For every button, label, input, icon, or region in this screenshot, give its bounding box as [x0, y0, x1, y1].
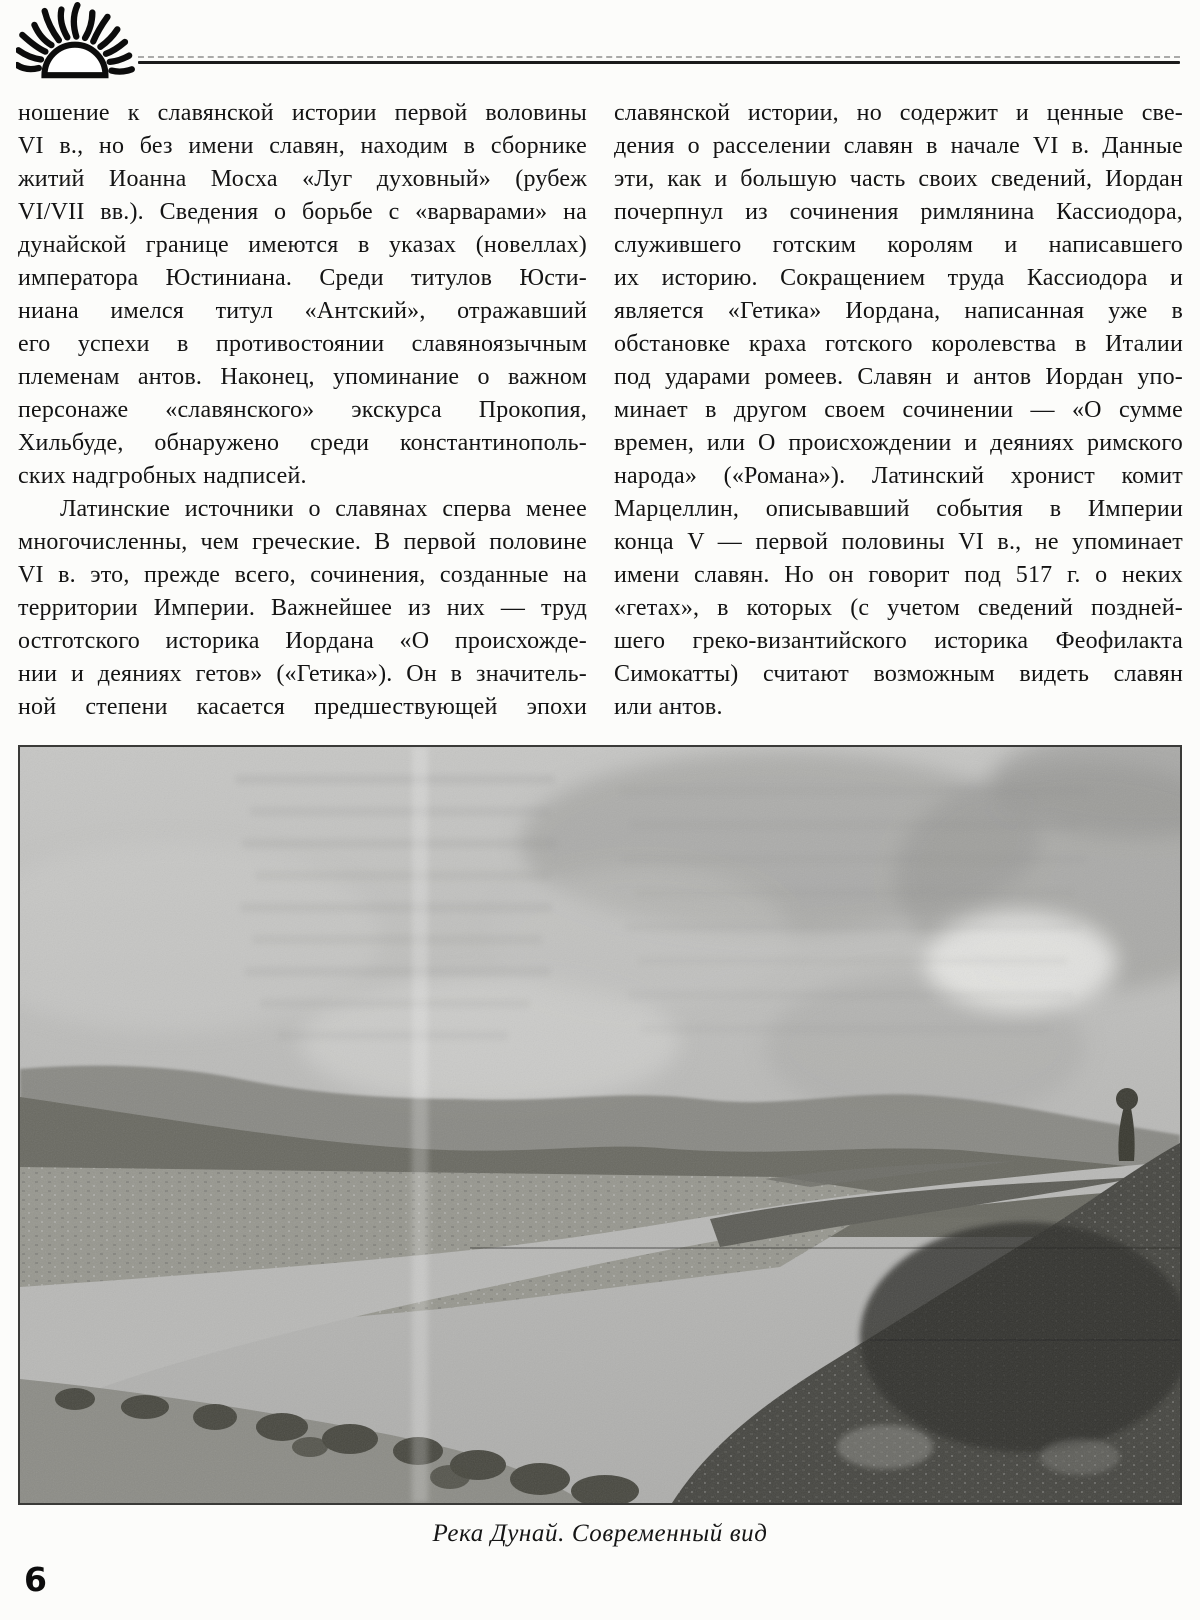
- text-line: почерпнул из сочинения римлянина Кассиодора,: [614, 199, 1183, 225]
- text-line: VI в. это, прежде всего, сочинения, созданные на: [18, 562, 587, 588]
- text-line: его успехи в противостоянии славяноязычным: [18, 331, 587, 357]
- text-line: обстановке краха готского королевства в Италии: [614, 331, 1183, 357]
- text-line: VI/VII вв.). Сведения о борьбе с «варварами» на: [18, 199, 587, 225]
- text-line: Симокатты) считают возможным видеть славян: [614, 661, 1183, 687]
- text-line: или антов.: [614, 694, 723, 720]
- text-columns: [18, 97, 1183, 724]
- text-line: шего греко-византийского историка Феофилакта: [614, 628, 1183, 654]
- text-line: ношение к славянской истории первой воловины: [18, 100, 587, 126]
- text-line: нии и деяниях гетов» («Гетика»). Он в значитель-: [18, 661, 587, 687]
- text-line: ниана имелся титул «Антский», отражавший: [18, 298, 587, 324]
- text-line: под ударами ромеев. Славян и антов Иордан упо-: [614, 364, 1183, 390]
- text-line: народа» («Романа»). Латинский хронист комит: [614, 463, 1183, 489]
- text-line: конца V — первой половины VI в., не упоминает: [614, 529, 1183, 555]
- text-line: житий Иоанна Мосха «Луг духовный» (рубеж: [18, 166, 587, 192]
- text-line: минает в другом своем сочинении — «О сумме: [614, 397, 1183, 423]
- text-line: территории Империи. Важнейшее из них — труд: [18, 595, 587, 621]
- text-line: дения о расселении славян в начале VI в. Данные: [614, 133, 1183, 159]
- text-line: является «Гетика» Иордана, написанная уже в: [614, 298, 1183, 324]
- header-rule: [138, 54, 1180, 66]
- right-column: [614, 97, 1183, 724]
- text-line: времен, или О происхождении и деяниях римского: [614, 430, 1183, 456]
- text-line: Марцеллин, описывавший события в Империи: [614, 496, 1183, 522]
- text-line: имени славян. Но он говорит под 517 г. о неких: [614, 562, 1183, 588]
- photo-caption: Река Дунай. Современный вид: [432, 1520, 768, 1547]
- danube-river-photo: [18, 745, 1182, 1505]
- text-line: эти, как и большую часть своих сведений, Иордан: [614, 166, 1183, 192]
- text-line: их историю. Сокращением труда Кассиодора и: [614, 265, 1183, 291]
- text-line: служившего готским королям и написавшего: [614, 232, 1183, 258]
- text-line: славянской истории, но содержит и ценные све-: [614, 100, 1183, 126]
- sun-logo-icon: [16, 2, 138, 80]
- text-line: Латинские источники о славянах сперва менее: [60, 496, 587, 522]
- text-line: персонаже «славянского» экскурса Прокопия,: [18, 397, 587, 423]
- text-line: дунайской границе имеются в указах (новеллах): [18, 232, 587, 258]
- header-rule-rough-edge: [138, 56, 1180, 58]
- text-line: Хильбуде, обнаружено среди константинополь-: [18, 430, 587, 456]
- text-line: племенам антов. Наконец, упоминание о важном: [18, 364, 587, 390]
- text-line: остготского историка Иордана «О происхожде-: [18, 628, 587, 654]
- page-number: 6: [24, 1560, 47, 1599]
- text-line: VI в., но без имени славян, находим в сборнике: [18, 133, 587, 159]
- text-line: ских надгробных надписей.: [18, 463, 307, 489]
- text-line: многочисленны, чем греческие. В первой половине: [18, 529, 587, 555]
- left-column: [18, 97, 587, 724]
- header-rule-line: [138, 61, 1180, 64]
- text-line: «гетах», в которых (с учетом сведений поздней-: [614, 595, 1183, 621]
- text-line: императора Юстиниана. Среди титулов Юсти-: [18, 265, 587, 291]
- text-line: ной степени касается предшествующей эпохи: [18, 694, 587, 720]
